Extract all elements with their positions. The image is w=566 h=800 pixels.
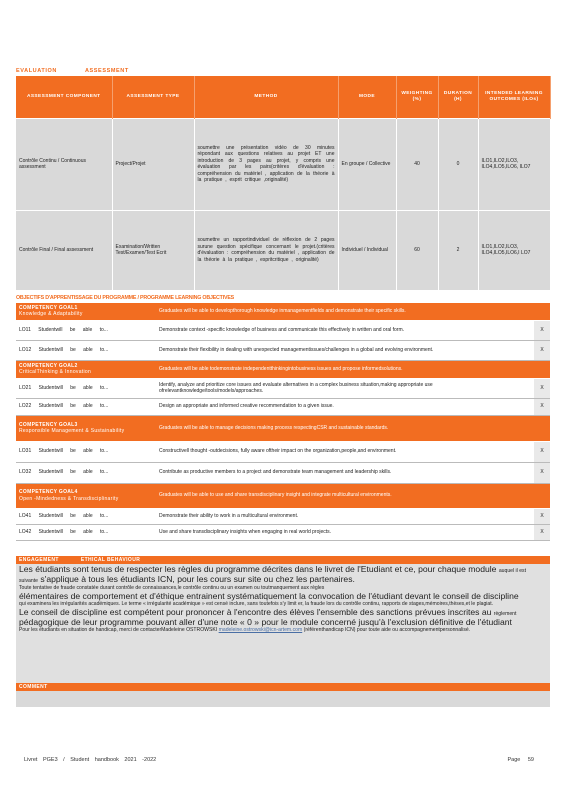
engagement-p3-big2: pédagogique de leur programme pouvant aller d'une note « 0 » pour le module concerné jusqu'à l'exclusion définitive de l'étudiant — [19, 616, 512, 627]
contact-email-link[interactable]: madeleine.ostrowski@icn-artem.com — [218, 626, 303, 633]
lo-code: LO12 Studentwill be able to... — [16, 340, 156, 360]
table-row — [16, 398, 550, 415]
duration-cell: 2 — [438, 210, 478, 290]
header-type: ASSESSMENT TYPE — [112, 76, 194, 118]
engagement-heading — [16, 556, 550, 564]
lo-code: LO21 Studentwill be able to... — [16, 378, 156, 398]
method-cell: soumettre une présentation vidéo de 30 minutes répondant aux questions relatives au projet ET une introduction de 3 pages au projet, y compris une évaluation par les pairs(critères d'évaluation : compréhension du matériel , application de la théorie à la pratique , esprit critique ,originalité) — [194, 118, 338, 210]
mode-cell: Individuel / Individual — [338, 210, 396, 290]
header-component: ASSESSMENT COMPONENT — [16, 76, 112, 118]
component-cell: Contrôle Final / Final assessment — [16, 210, 112, 290]
lo-text: Identify, analyze and prioritize core issues and evaluate alternatives in a complex business situation,making appropriate use ofrelevantknowledge/tools/models/approaches. — [156, 378, 534, 398]
competency-name-cell — [16, 483, 156, 508]
competency-name-cell — [16, 415, 156, 441]
competency-spacer — [534, 483, 550, 508]
comment-body — [16, 691, 550, 707]
lo-mark: X — [534, 340, 550, 360]
competency-spacer — [534, 303, 550, 320]
competency-row-4 — [16, 483, 550, 508]
header-duration: DURATION (H) — [438, 76, 478, 118]
lo-mark: X — [534, 524, 550, 540]
p1-big2: s'applique à tous les étudiants ICN, pour les cours sur site ou chez les partenaires. — [40, 573, 355, 584]
p3-small-suffix: règlement — [493, 610, 517, 617]
comment-heading: COMMENT — [16, 683, 550, 691]
table-row — [16, 210, 550, 290]
lo-code: LO42 Studentwill be able to... — [16, 524, 156, 540]
table-row — [16, 508, 550, 524]
evaluation-heading-b: ASSESSMENT — [84, 68, 129, 74]
table-row — [16, 320, 550, 340]
weighting-cell: 60 — [396, 210, 438, 290]
competency-goal: Graduates will be able to manage decisions making process respectingCSR and sustainable standards. — [156, 415, 534, 441]
lo-text: Contribute as productive members to a project and demonstrate team management and leadership skills. — [156, 462, 534, 483]
p3-big: Le conseil de discipline est compétent pour prononcer à l'encontre des élèves l'ensemble des sanctions prévues inscrites au — [19, 606, 492, 617]
lo-code: LO31 Studentwill be able to... — [16, 441, 156, 462]
lo-text: Design an appropriate and informed creative recommendation to a given issue. — [156, 398, 534, 415]
method-cell: soumettre un rapportindividuel de réflexion de 2 pages surune question spécifique concernant le projet.(critères d'évaluation : compréhension du matériel , application de la théorie à la pratique , espritcritique , originalité) — [194, 210, 338, 290]
header-weighting: WEIGHTING (%) — [396, 76, 438, 118]
lo-code: LO11 Studentwill be able to... — [16, 320, 156, 340]
engagement-heading-b: ETHICAL BEHAVIOUR — [80, 557, 141, 563]
table-row — [16, 462, 550, 483]
lo-mark: X — [534, 398, 550, 415]
duration-cell: 0 — [438, 118, 478, 210]
competency-name: COMPETENCY GOAL4 — [19, 489, 78, 495]
lo-text: Demonstrate their ability to work in a multicultural environment. — [156, 508, 534, 524]
competency-sub: Open -Mindedness & Transdisciplinarity — [19, 495, 119, 502]
engagement-p2-small2: qui examinera les irrégularités académiques. Le terme « irrégularité académique » est censé inclure, sans toutefois s'y limit er, la fraude lors du contrôle continu, rapports de stages,mémoires,thèses,et le plagiat. — [19, 600, 494, 607]
competency-spacer — [534, 360, 550, 378]
ilos-cell: ILO1,ILO2,ILO3, ILO4,ILO5,ILO6,I LO7 — [478, 210, 550, 290]
competency-spacer — [534, 415, 550, 441]
competency-goal: Graduates will be able todemonstrate independentthinkingintobusiness issues and propose informedsolutions. — [156, 360, 534, 378]
weighting-cell: 40 — [396, 118, 438, 210]
lo-mark: X — [534, 320, 550, 340]
lo-code: LO41 Studentwill be able to... — [16, 508, 156, 524]
lo-text: Use and share transdisciplinary insights when engaging in real world projects. — [156, 524, 534, 540]
lo-mark: X — [534, 462, 550, 483]
p4-small: Pour les étudiants en situation de handicap, merci de contacterMadeleine OSTROWSKI — [19, 626, 218, 633]
lo-code: LO32 Studentwill be able to... — [16, 462, 156, 483]
evaluation-table — [16, 76, 551, 290]
engagement-p1b — [19, 575, 547, 585]
lo-mark: X — [534, 441, 550, 462]
table-row — [16, 378, 550, 398]
competency-name-cell — [16, 360, 156, 378]
engagement-p2-big: élémentaires de comportement et d'éthique entrainent systématiquement la convocation de l'étudiant devant le conseil de discipline — [19, 590, 519, 601]
footer-left: Livret PGE3 / Student handbook 2021 -2022 — [24, 757, 157, 763]
competency-goal: Graduates will be able to developthorough knowledge inmanagementfields and demonstrate their specific skills. — [156, 303, 534, 320]
competency-name: COMPETENCY GOAL1 — [19, 304, 78, 311]
competency-sub: Responsible Management & Sustainability — [19, 428, 125, 434]
evaluation-header-row — [16, 76, 550, 118]
objectives-heading: OBJECTIFS D'APPRENTISSAGE DU PROGRAMME / PROGRAMME LEARNING OBJECTIVES — [16, 295, 234, 301]
evaluation-heading-a: EVALUATION — [16, 68, 57, 74]
objectives-table — [16, 303, 550, 541]
header-mode: MODE — [338, 76, 396, 118]
competency-sub: Knowledge & Adaptability — [19, 311, 83, 318]
table-row — [16, 441, 550, 462]
engagement-body — [16, 564, 550, 683]
table-row — [16, 524, 550, 540]
p1-small-prefix: suivante — [19, 577, 38, 584]
engagement-p4 — [19, 627, 547, 634]
lo-mark: X — [534, 508, 550, 524]
competency-row-1 — [16, 303, 550, 320]
lo-mark: X — [534, 378, 550, 398]
p1-small-suffix: auquel il est — [498, 568, 527, 574]
p1-big: Les étudiants sont tenus de respecter les règles du programme décrites dans le livret de l'Etudiant et ce, pour chaque module — [19, 564, 497, 574]
type-cell: Examination/Written Test/Examen/Test Ecrit — [112, 210, 194, 290]
table-row — [16, 340, 550, 360]
competency-name: COMPETENCY GOAL3 — [19, 421, 78, 428]
lo-code: LO22 Studentwill be able to... — [16, 398, 156, 415]
competency-name: COMPETENCY GOAL2 — [19, 362, 78, 369]
competency-row-3 — [16, 415, 550, 441]
table-row — [16, 118, 550, 210]
ilos-cell: ILO1,ILO2,ILO3, ILO4,ILO5,ILO6, ILO7 — [478, 118, 550, 210]
header-method: METHOD — [194, 76, 338, 118]
evaluation-heading — [16, 68, 129, 74]
lo-text: Constructivell thought -outdecisions, fully aware oftheir impact on the organization,people,and environment. — [156, 441, 534, 462]
competency-row-2 — [16, 360, 550, 378]
type-cell: Project/Projet — [112, 118, 194, 210]
p4-small2: (référenthandicap ICN) pour toute aide ou accompagnementpersonnalisé. — [303, 626, 471, 633]
header-ilos: INTENDED LEARNING OUTCOMES (ILOs) — [478, 76, 550, 118]
component-cell: Contrôle Continu / Continuous assessment — [16, 118, 112, 210]
page-number: Page 59 — [507, 757, 534, 763]
lo-text: Demonstrate context -specific knowledge of business and communicate this effectively in written and oral form. — [156, 320, 534, 340]
mode-cell: En groupe / Collective — [338, 118, 396, 210]
engagement-p2-small: Toute tentative de fraude constatée durant contrôle de connaissances,le contrôle continu ou un examen ou toutmanquement aux règles — [19, 584, 325, 591]
competency-sub: CriticalThinking & Innovation — [19, 369, 92, 375]
competency-goal: Graduates will be able to use and share transdisciplinary insight and integrate multicultural environments. — [156, 483, 534, 508]
lo-text: Demonstrate their flexibility in dealing with unexpected managementissues/challenges in a global and evolving environment. — [156, 340, 534, 360]
competency-name-cell — [16, 303, 156, 320]
engagement-heading-a: ENGAGEMENT — [19, 557, 59, 563]
